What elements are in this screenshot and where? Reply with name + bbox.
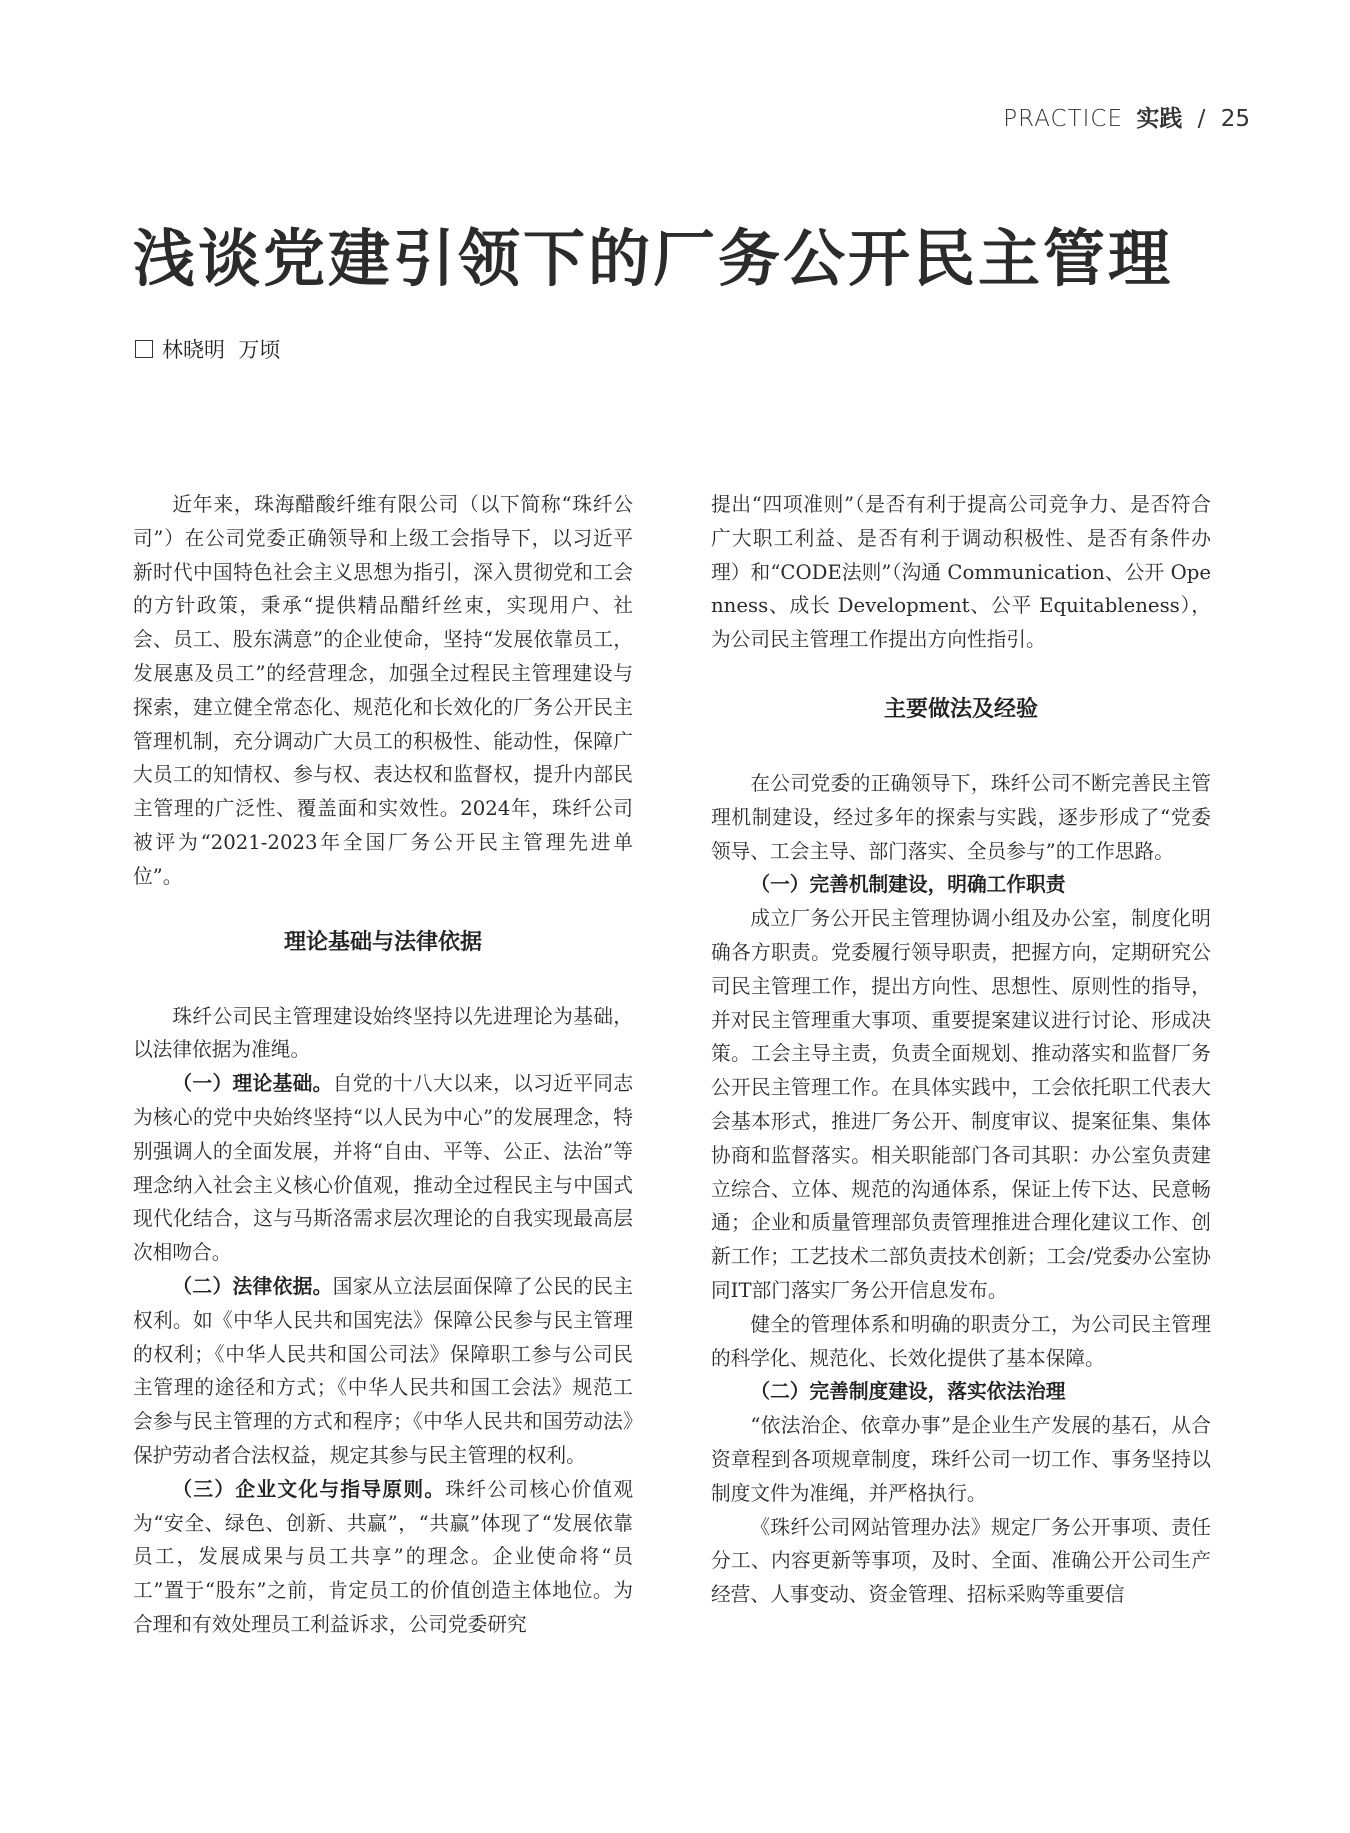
- paragraph: 健全的管理体系和明确的职责分工，为公司民主管理的科学化、规范化、长效化提供了基本保障。: [711, 1312, 1211, 1370]
- paragraph: 珠纤公司民主管理建设始终坚持以先进理论为基础，以法律依据为准绳。: [133, 1004, 633, 1062]
- right-column: [711, 488, 1211, 1612]
- paragraph: （二）法律依据。国家从立法层面保障了公民的民主权利。如《中华人民共和国宪法》保障公民参与民主管理的权利；《中华人民共和国公司法》保障职工参与公司民主管理的途径和方式；《中华人民共和国工会法》规范工会参与民主管理的方式和程序；《中华人民共和国劳动法》保护劳动者合法权益，规定其参与民主管理的权利。: [133, 1274, 634, 1467]
- article-title: 浅谈党建引领下的厂务公开民主管理: [133, 222, 1174, 295]
- author-names: 林晓明 万顷: [162, 338, 281, 362]
- run-in-heading: （二）法律依据。: [172, 1274, 333, 1298]
- intro-paragraph: 近年来，珠海醋酸纤维有限公司（以下简称“珠纤公司”）在公司党委正确领导和上级工会指导下，以习近平新时代中国特色社会主义思想为指引，深入贯彻党和工会的方针政策，秉承“提供精品醋纤丝束，实现用户、社会、员工、股东满意”的企业使命，坚持“发展依靠员工，发展惠及员工”的经营理念，加强全过程民主管理建设与探索，建立健全常态化、规范化和长效化的厂务公开民主管理机制，充分调动广大员工的积极性、能动性，保障广大员工的知情权、参与权、表达权和监督权，提升内部民主管理的广泛性、覆盖面和实效性。2024年，珠纤公司被评为“2021-2023年全国厂务公开民主管理先进单位”。: [133, 493, 633, 888]
- paragraph: （一）理论基础。自党的十八大以来，以习近平同志为核心的党中央始终坚持“以人民为中心”的发展理念，特别强调人的全面发展，并将“自由、平等、公正、法治”等理念纳入社会主义核心价值观，推动全过程民主与中国式现代化结合，这与马斯洛需求层次理论的自我实现最高层次相吻合。: [133, 1072, 634, 1265]
- section-label-en: PRACTICE: [1003, 106, 1124, 132]
- byline: [135, 334, 280, 364]
- page-number: 25: [1220, 106, 1250, 132]
- run-in-heading: （三）企业文化与指导原则。: [172, 1477, 446, 1501]
- section-label-zh: 实践: [1136, 106, 1183, 132]
- subsection-heading: （二）完善制度建设，落实依法治理: [750, 1380, 1066, 1404]
- section-heading-theory: 理论基础与法律依据: [283, 929, 482, 955]
- running-header: [1003, 100, 1250, 133]
- header-separator: /: [1197, 106, 1206, 132]
- section-heading-practice: 主要做法及经验: [883, 696, 1038, 722]
- paragraph: 《珠纤公司网站管理办法》规定厂务公开事项、责任分工、内容更新等事项，及时、全面、准确公开公司生产经营、人事变动、资金管理、招标采购等重要信: [711, 1515, 1211, 1607]
- run-in-heading: （一）理论基础。: [172, 1072, 333, 1096]
- paragraph: 成立厂务公开民主管理协调小组及办公室，制度化明确各方职责。党委履行领导职责，把握方向，定期研究公司民主管理工作，提出方向性、思想性、原则性的指导，并对民主管理重大事项、重要提案建议进行讨论、形成决策。工会主导主责，负责全面规划、推动落实和监督厂务公开民主管理工作。在具体实践中，工会依托职工代表大会基本形式，推进厂务公开、制度审议、提案征集、集体协商和监督落实。相关职能部门各司其职：办公室负责建立综合、立体、规范的沟通体系，保证上传下达、民意畅通；企业和质量管理部负责管理推进合理化建议工作、创新工作；工艺技术二部负责技术创新；工会/党委办公室协同IT部门落实厂务公开信息发布。: [711, 907, 1211, 1302]
- paragraph: 在公司党委的正确领导下，珠纤公司不断完善民主管理机制建设，经过多年的探索与实践，逐步形成了“党委领导、工会主导、部门落实、全员参与”的工作思路。: [711, 771, 1211, 863]
- left-column: [133, 488, 633, 1642]
- paragraph-continued: 提出“四项准则”（是否有利于提高公司竞争力、是否符合广大职工利益、是否有利于调动积极性、是否有条件办理）和“CODE法则”（沟通 Communication、公开 Openness、成长 Development、公平 Equitableness），为公司民主管理工作提出方向性指引。: [711, 493, 1211, 652]
- paragraph: “依法治企、依章办事”是企业生产发展的基石，从合资章程到各项规章制度，珠纤公司一切工作、事务坚持以制度文件为准绳，并严格执行。: [711, 1414, 1211, 1505]
- square-bullet-icon: [135, 340, 153, 358]
- subsection-heading: （一）完善机制建设，明确工作职责: [750, 873, 1066, 897]
- paragraph: （三）企业文化与指导原则。珠纤公司核心价值观为“安全、绿色、创新、共赢”，“共赢”体现了“发展依靠员工，发展成果与员工共享”的理念。企业使命将“员工”置于“股东”之前，肯定员工的价值创造主体地位。为合理和有效处理员工利益诉求，公司党委研究: [133, 1477, 634, 1636]
